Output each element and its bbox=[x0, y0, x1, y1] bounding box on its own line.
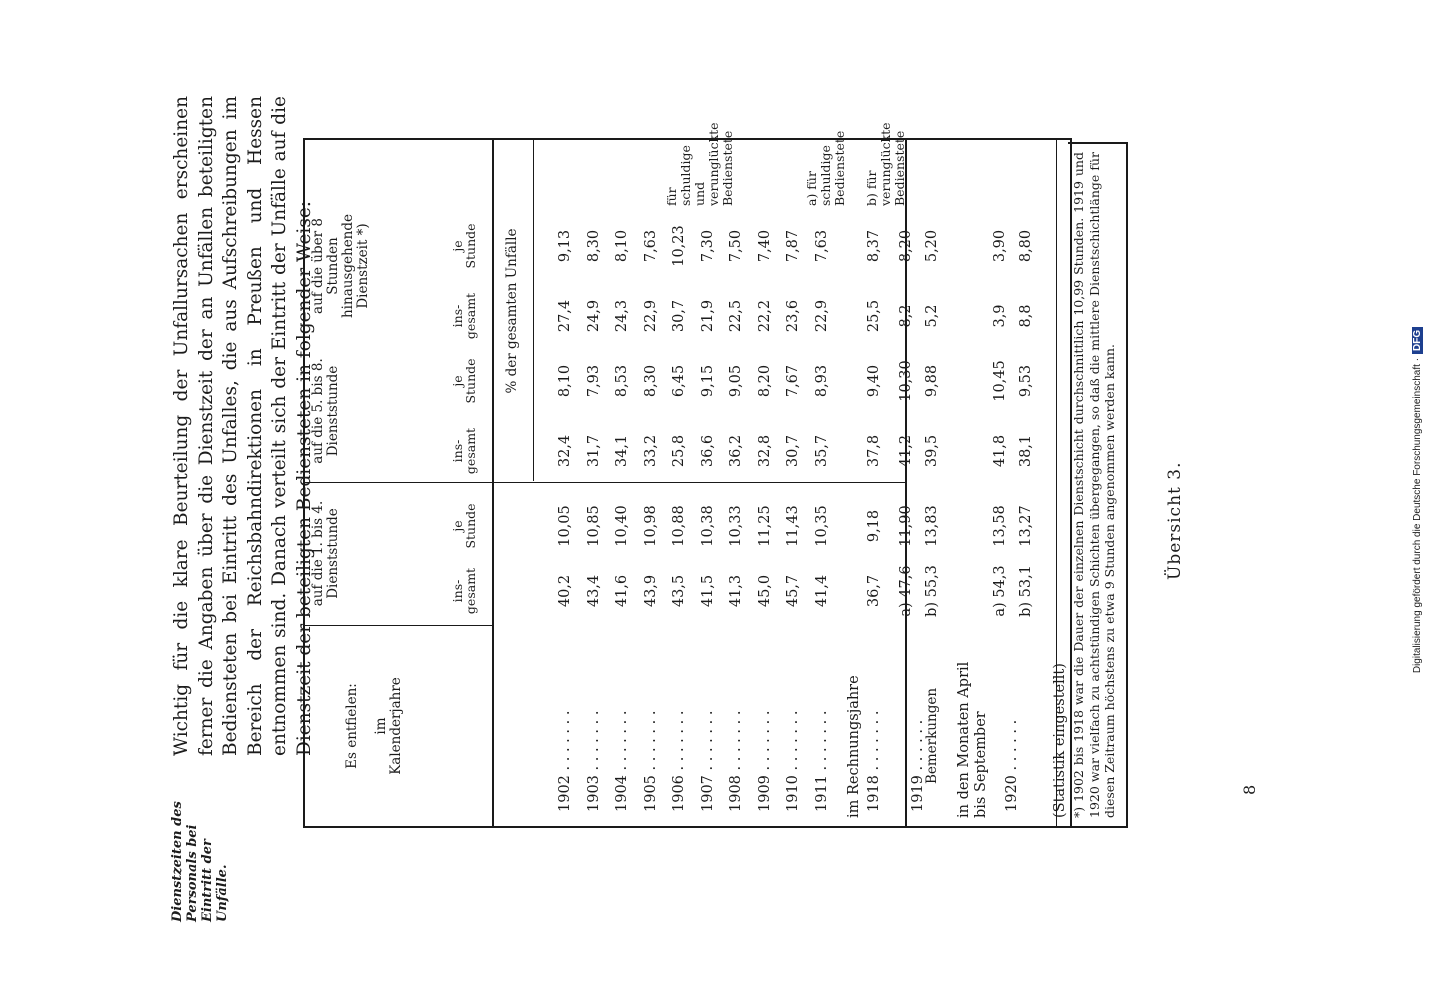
unit-row: % der gesamten Unfälle bbox=[504, 228, 520, 394]
side-heading: Dienstzeiten des Personals bei Eintritt der Unfälle. bbox=[170, 801, 230, 922]
table-cell: 43,4 bbox=[585, 574, 602, 608]
table-cell: 41,2 bbox=[898, 434, 914, 468]
table-cell: 36,2 bbox=[728, 434, 744, 468]
footnote: *) 1902 bis 1918 war die Dauer der einzelnen Dienstschicht durchschnittlich 10,99 Stunden. 1919 und 1920 war vielfach zu achtstündigen Schichten übergegangen, so daß die mittlere Dienstschichtlänge für diesen Zeitraum höchstens zu etwa 9 Stunden angenommen werden kann. bbox=[1068, 142, 1128, 828]
table-cell: 21,9 bbox=[699, 299, 716, 333]
table-cell: 27,4 bbox=[557, 299, 573, 333]
table-cell: 9,40 bbox=[866, 364, 882, 398]
col-divider bbox=[492, 482, 905, 483]
year-label: 1908 . . . . . . . bbox=[728, 710, 744, 812]
table-cell: 7,63 bbox=[813, 229, 830, 263]
rechnungsjahre-label: im Rechnungsjahre bbox=[846, 675, 862, 818]
statistik-label: (Statistik eingestellt) bbox=[1052, 663, 1068, 818]
head-first-col: Es entfielen: im Kalenderjahre bbox=[344, 677, 404, 775]
table-cell: 41,6 bbox=[614, 574, 630, 608]
table-cell: 8,8 bbox=[1018, 304, 1034, 328]
table-cell: 10,88 bbox=[671, 505, 687, 547]
year-label: 1919 . . . . . . bbox=[910, 719, 926, 812]
table-cell: 8,80 bbox=[1018, 229, 1034, 263]
table-cell: 30,7 bbox=[785, 434, 801, 468]
table-cell: 8,37 bbox=[866, 229, 882, 263]
year-label: 1918 . . . . . . . bbox=[866, 710, 882, 812]
table-cell: 11,90 bbox=[898, 505, 914, 547]
table-cell: 32,4 bbox=[557, 434, 573, 468]
table-cell: 8,2 bbox=[898, 304, 914, 328]
table-cell: 8,30 bbox=[585, 229, 602, 263]
year-label: 1903 . . . . . . . bbox=[585, 710, 602, 812]
remark-1: für schuldige und verunglückte Bedienstete bbox=[664, 122, 735, 206]
header-divider bbox=[492, 140, 494, 826]
table-cell: 10,35 bbox=[813, 505, 830, 547]
table-cell: b) 53,1 bbox=[1018, 565, 1034, 617]
table-cell: 10,05 bbox=[557, 505, 573, 547]
table-cell: 22,9 bbox=[642, 299, 659, 333]
head-remarks: Bemerkungen bbox=[924, 687, 940, 785]
table-cell: 5,20 bbox=[924, 229, 940, 263]
table-cell: 8,20 bbox=[898, 229, 914, 263]
table-cell: a) 47,6 bbox=[898, 565, 914, 617]
col-divider bbox=[305, 482, 492, 483]
table-cell: 10,85 bbox=[585, 505, 602, 547]
table-cell: 22,9 bbox=[813, 299, 830, 333]
table-cell: 13,27 bbox=[1018, 505, 1034, 547]
remark-b: b) für verunglückte Bedienstete bbox=[864, 122, 907, 206]
table-cell: 7,40 bbox=[756, 229, 773, 263]
table-cell: 8,53 bbox=[614, 364, 630, 398]
year-label: 1911 . . . . . . . bbox=[813, 710, 830, 812]
table-cell: 22,5 bbox=[728, 299, 744, 333]
table-cell: 8,10 bbox=[557, 364, 573, 398]
dfg-logo: DFG bbox=[1412, 327, 1423, 354]
table-cell: 22,2 bbox=[756, 299, 773, 333]
table-cell: 37,8 bbox=[866, 434, 882, 468]
table-cell: 9,13 bbox=[557, 229, 573, 263]
subhead-je_stunde: je Stunde bbox=[450, 223, 478, 269]
table-cell: 45,0 bbox=[756, 574, 773, 608]
table-cell: 25,8 bbox=[671, 434, 687, 468]
table-cell: 23,6 bbox=[785, 299, 801, 333]
year-label: 1904 . . . . . . . bbox=[614, 710, 630, 812]
table-cell: 11,43 bbox=[785, 505, 801, 547]
table-cell: 9,18 bbox=[866, 509, 882, 543]
table-cell: 25,5 bbox=[866, 299, 882, 333]
year-label: 1920 . . . . . . bbox=[1004, 719, 1020, 812]
table-cell: 7,50 bbox=[728, 229, 744, 263]
table-cell: 24,3 bbox=[614, 299, 630, 333]
table-cell: 34,1 bbox=[614, 434, 630, 468]
caption: Übersicht 3. bbox=[1165, 461, 1185, 580]
table-cell: 8,20 bbox=[756, 364, 773, 398]
table-cell: 45,7 bbox=[785, 574, 801, 608]
table-cell: 8,10 bbox=[614, 229, 630, 263]
table-cell: 35,7 bbox=[813, 434, 830, 468]
intro-paragraph: Wichtig für die klare Beurteilung der Unfallursachen erscheinen ferner die Angaben über die Dienstzeit der an Unfällen beteiligten Bediensteten bei Eintritt des Unfalles, die aus Aufschreibungen im Bereich der Reichsbahndirektionen in Preußen und Hessen entnommen sind. Danach verteilt sich der Eintritt der Unfälle auf die Dienstzeit der beteiligten Bediensteten in folgender Weise: bbox=[171, 96, 315, 756]
table-cell: 30,7 bbox=[671, 299, 687, 333]
table-cell: 11,25 bbox=[756, 505, 773, 547]
table-cell: 10,33 bbox=[728, 505, 744, 547]
table-cell: 5,2 bbox=[924, 304, 940, 328]
table-cell: 7,93 bbox=[585, 364, 602, 398]
table-cell: 41,4 bbox=[813, 574, 830, 608]
table-cell: 41,5 bbox=[699, 574, 716, 608]
table-cell: 6,45 bbox=[671, 364, 687, 398]
year-label: 1907 . . . . . . . bbox=[699, 710, 716, 812]
table-cell: 41,3 bbox=[728, 574, 744, 608]
table-cell: 9,05 bbox=[728, 364, 744, 398]
table-cell: 36,6 bbox=[699, 434, 716, 468]
year-label: 1905 . . . . . . . bbox=[642, 710, 659, 812]
months-label: in den Monaten April bis September bbox=[956, 661, 989, 818]
table-cell: 24,9 bbox=[585, 299, 602, 333]
col-divider bbox=[305, 625, 492, 626]
digitization-note: Digitalisierung gefördert durch die Deutsche Forschungsgemeinschaft ·DFG bbox=[1412, 0, 1423, 1000]
table-cell: 10,23 bbox=[671, 225, 687, 267]
table-cell: 40,2 bbox=[557, 574, 573, 608]
year-label: 1902 . . . . . . . bbox=[557, 710, 573, 812]
data-table bbox=[303, 122, 1072, 828]
table-cell: 10,45 bbox=[992, 360, 1008, 402]
table-cell: 36,7 bbox=[866, 574, 882, 608]
head-group3: auf die über 8 Stunden hinausgehende Dienstzeit *) bbox=[310, 213, 371, 319]
table-cell: 8,93 bbox=[813, 364, 830, 398]
table-cell: 10,40 bbox=[614, 505, 630, 547]
head-group2: auf die 5. bis 8. Dienststunde bbox=[310, 358, 341, 464]
table-cell: 3,9 bbox=[992, 304, 1008, 328]
unit-row-rule bbox=[533, 140, 534, 481]
subhead-insgesamt: ins-gesamt bbox=[450, 292, 478, 340]
table-cell: 33,2 bbox=[642, 434, 659, 468]
table-cell: 38,1 bbox=[1018, 434, 1034, 468]
table-cell: 9,15 bbox=[699, 364, 716, 398]
table-cell: 8,30 bbox=[642, 364, 659, 398]
remark-a: a) für schuldige Bedienstete bbox=[804, 130, 847, 206]
table-cell: 39,5 bbox=[924, 434, 940, 468]
table-cell: 9,53 bbox=[1018, 364, 1034, 398]
table-cell: 10,38 bbox=[699, 505, 716, 547]
table-cell: 7,87 bbox=[785, 229, 801, 263]
table-cell: 10,98 bbox=[642, 505, 659, 547]
page-number: 8 bbox=[1240, 784, 1259, 795]
year-label: 1910 . . . . . . . bbox=[785, 710, 801, 812]
table-cell: 43,9 bbox=[642, 574, 659, 608]
table-cell: 10,30 bbox=[898, 360, 914, 402]
table-cell: b) 55,3 bbox=[924, 565, 940, 617]
table-cell: 31,7 bbox=[585, 434, 602, 468]
table-cell: 41,8 bbox=[992, 434, 1008, 468]
table-cell: 13,83 bbox=[924, 505, 940, 547]
table-cell: 43,5 bbox=[671, 574, 687, 608]
subhead-je_stunde: je Stunde bbox=[450, 503, 478, 549]
subhead-je_stunde: je Stunde bbox=[450, 358, 478, 404]
table-cell: 7,30 bbox=[699, 229, 716, 263]
subhead-insgesamt: ins-gesamt bbox=[450, 427, 478, 475]
table-cell: 7,63 bbox=[642, 229, 659, 263]
table-cell: 13,58 bbox=[992, 505, 1008, 547]
table-cell: 9,88 bbox=[924, 364, 940, 398]
table-cell: 32,8 bbox=[756, 434, 773, 468]
table-cell: a) 54,3 bbox=[992, 565, 1008, 617]
subhead-insgesamt: ins-gesamt bbox=[450, 567, 478, 615]
year-label: 1906 . . . . . . . bbox=[671, 710, 687, 812]
table-cell: 7,67 bbox=[785, 364, 801, 398]
head-group1: auf die 1. bis 4. Dienststunde bbox=[310, 500, 341, 607]
year-label: 1909 . . . . . . . bbox=[756, 710, 773, 812]
table-cell: 3,90 bbox=[992, 229, 1008, 263]
